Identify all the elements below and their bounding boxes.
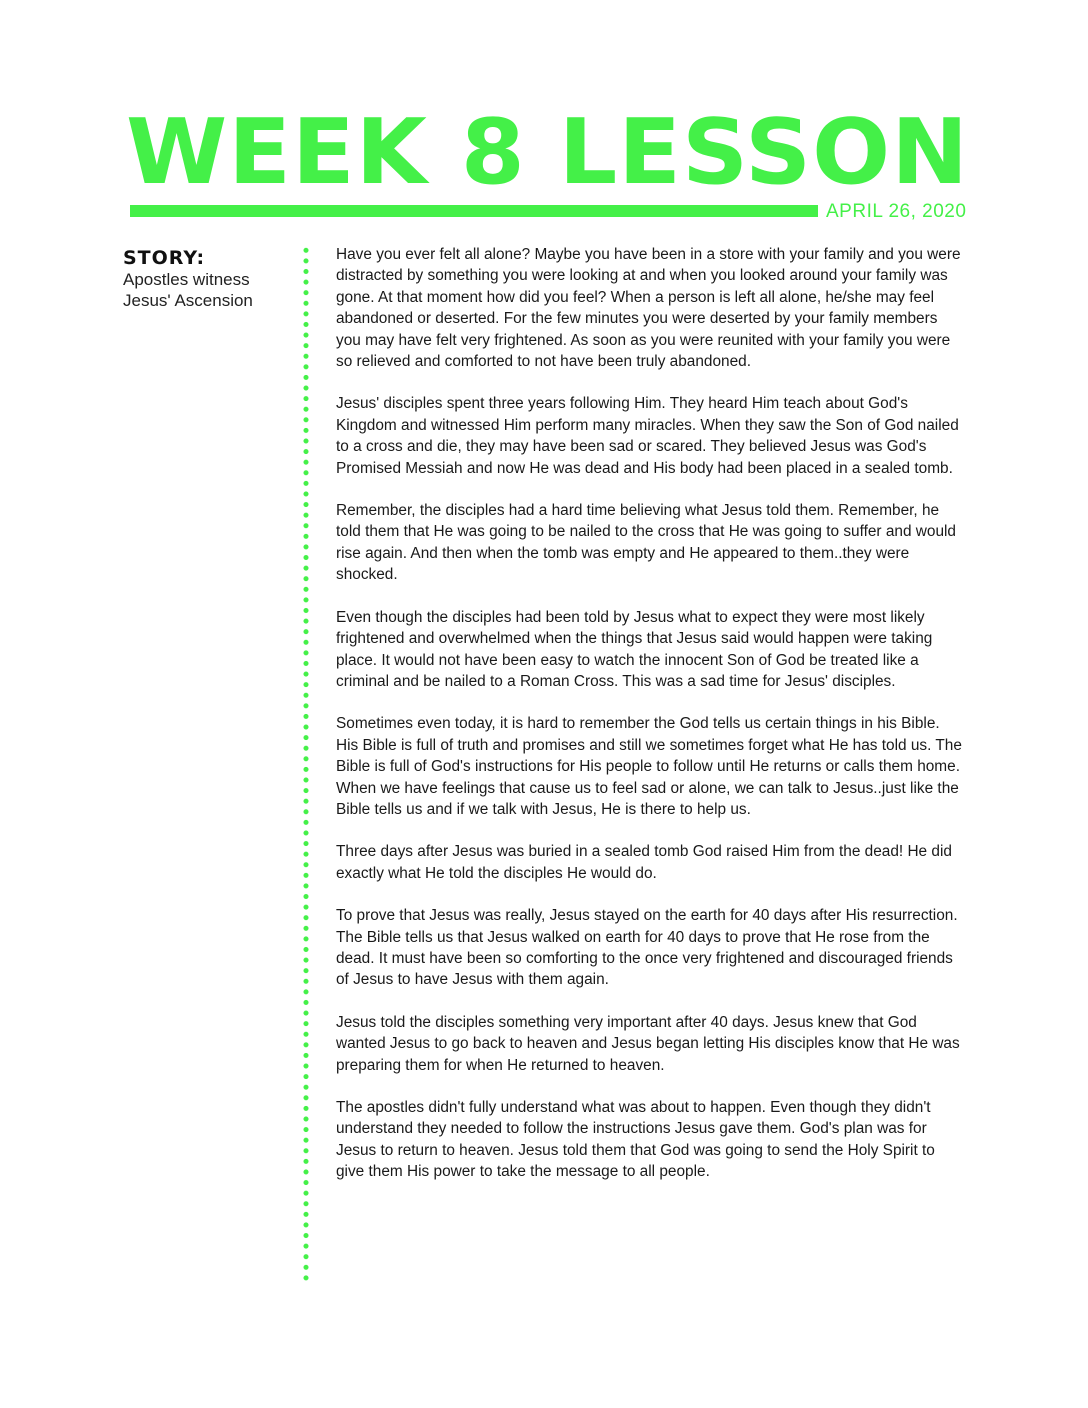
- lesson-paragraph: Sometimes even today, it is hard to remember the God tells us certain things in his Bible. His Bible is full of truth and promises and still we sometimes forget what He has told us. The Bible is full of God's instructions for His people to follow until He returns or calls them home. When we have feelings that cause us to feel sad or alone, we can talk to Jesus..just like the Bible tells us and if we talk with Jesus, He is there to help us.: [336, 715, 962, 818]
- lesson-paragraph: Have you ever felt all alone? Maybe you have been in a store with your family and you were distracted by something you were looking at and when you looked around your family was gone. At that moment how did you feel? When a person is left all alone, he/she may feel abandoned or deserted. For the few minutes you were deserted by your family members you may have felt very frightened. As soon as you were reunited with your family you were so relieved and comforted to not have been truly abandoned.: [336, 246, 961, 371]
- lesson-date: APRIL 26, 2020: [826, 201, 967, 222]
- lesson-paragraph: Three days after Jesus was buried in a sealed tomb God raised Him from the dead! He did exactly what He told the disciples He would do.: [336, 843, 952, 882]
- page-title: WEEK 8 LESSON: [126, 100, 970, 205]
- lesson-paragraph: Even though the disciples had been told by Jesus what to expect they were most likely frightened and overwhelmed when the things that Jesus said would happen were taking place. It would not have been easy to watch the innocent Son of God be treated like a criminal and be nailed to a Roman Cross. This was a sad time for Jesus' disciples.: [336, 608, 933, 690]
- story-subtitle-line-2: Jesus' Ascension: [123, 291, 253, 310]
- story-sidebar: [123, 247, 293, 311]
- lesson-paragraph: To prove that Jesus was really, Jesus stayed on the earth for 40 days after His resurrection. The Bible tells us that Jesus walked on earth for 40 days to prove that He rose from the dead. It must have been so comforting to the once very frightened and discouraged friends of Jesus to have Jesus with them again.: [336, 907, 958, 989]
- title-underline-bar: [130, 205, 818, 217]
- story-label: STORY:: [123, 247, 206, 269]
- lesson-paragraph: The apostles didn't fully understand what was about to happen. Even though they didn't understand they needed to follow the instructions Jesus gave them. God's plan was for Jesus to return to heaven. Jesus told them that God was going to send the Holy Spirit to give them His power to take the message to all people.: [336, 1099, 935, 1181]
- lesson-paragraph: Jesus' disciples spent three years following Him. They heard Him teach about God's Kingdom and witnessed Him perform many miracles. When they saw the Son of God nailed to a cross and die, they may have been sad or scared. They believed Jesus was God's Promised Messiah and now He was dead and His body had been placed in a sealed tomb.: [336, 395, 959, 477]
- dotted-divider: [303, 245, 309, 1285]
- lesson-body: [336, 244, 964, 1204]
- lesson-paragraph: Remember, the disciples had a hard time believing what Jesus told them. Remember, he told them that He was going to be nailed to the cross that He was going to suffer and would rise again. And then when the tomb was empty and He appeared to them..they were shocked.: [336, 502, 956, 584]
- lesson-paragraph: Jesus told the disciples something very important after 40 days. Jesus knew that God wanted Jesus to go back to heaven and Jesus began letting His disciples know that He was preparing them for when He returned to heaven.: [336, 1013, 960, 1074]
- story-subtitle-line-1: Apostles witness: [123, 270, 250, 289]
